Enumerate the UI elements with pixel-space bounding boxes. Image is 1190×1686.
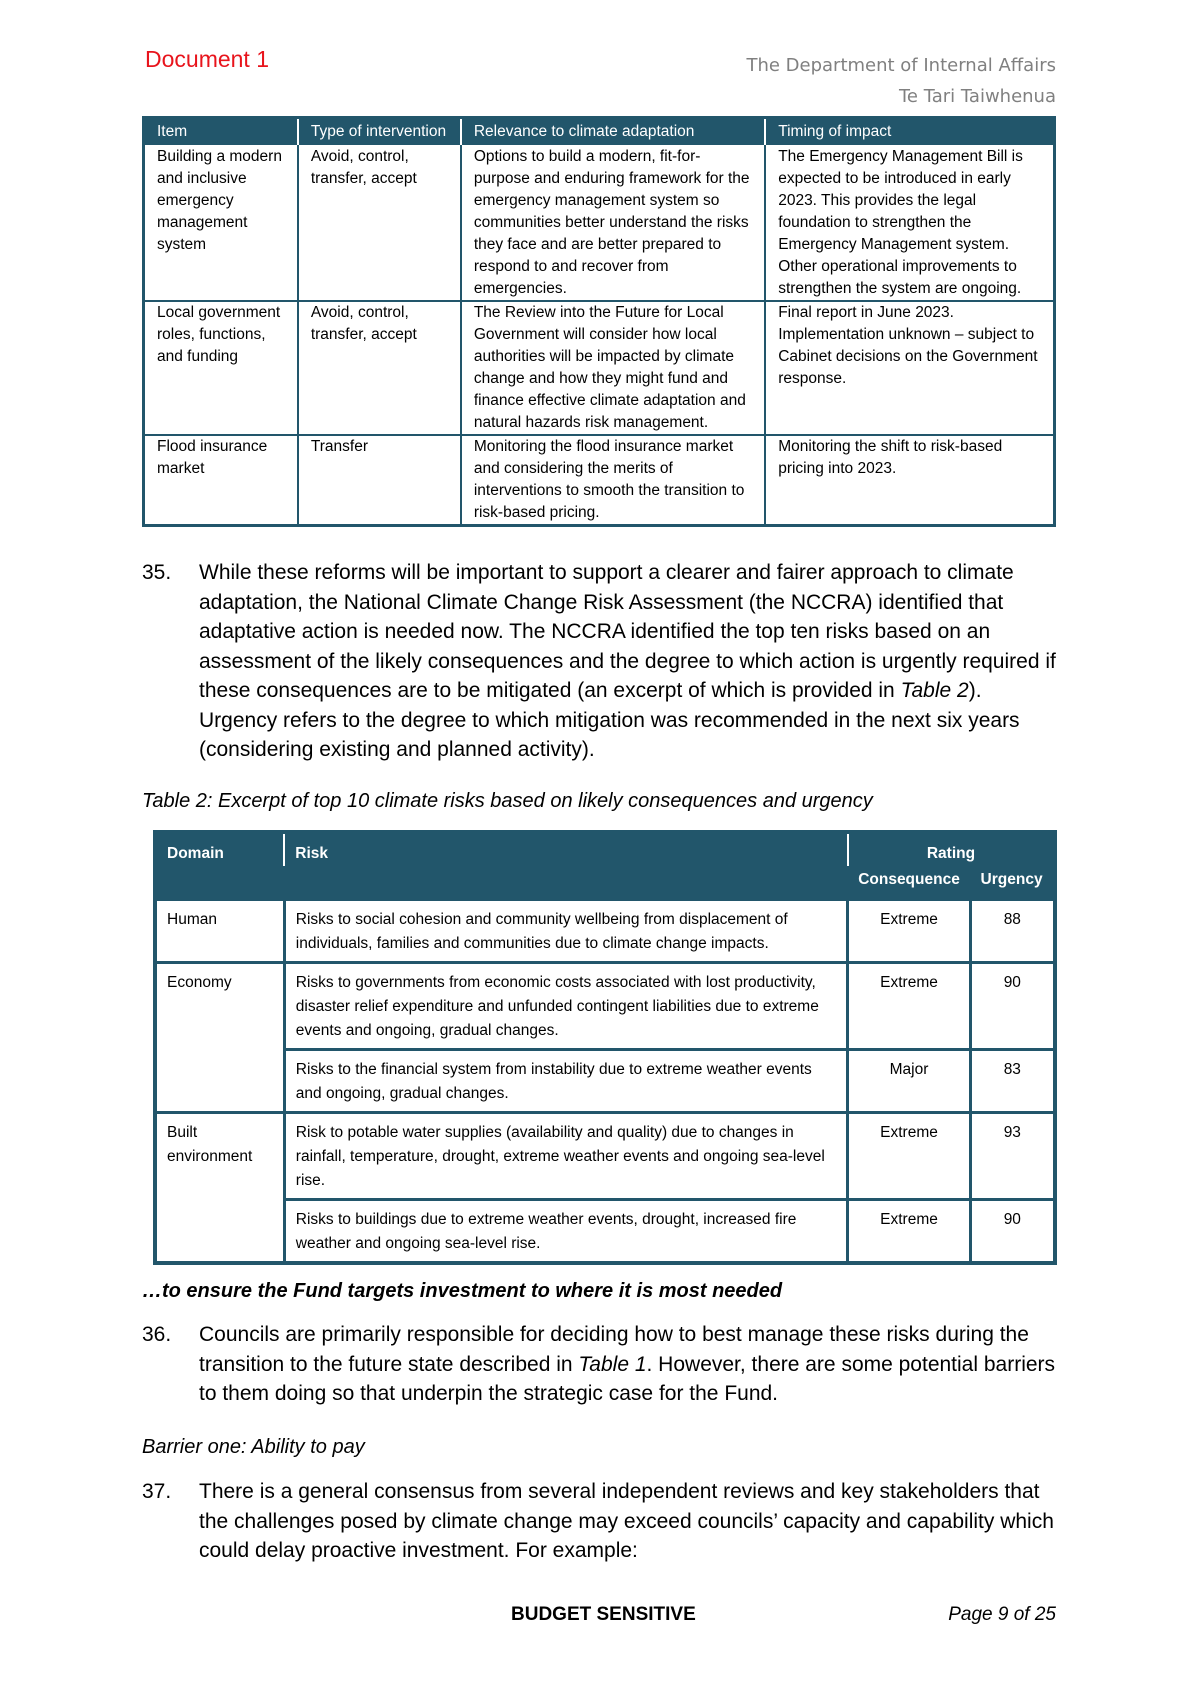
cell-domain: Built environment — [155, 1113, 284, 1264]
section-heading: …to ensure the Fund targets investment to where it is most needed — [142, 1280, 783, 1302]
paragraph-number: 37. — [142, 1480, 172, 1503]
table-row — [144, 144, 1055, 301]
header-spacer — [284, 866, 848, 900]
classification-footer: BUDGET SENSITIVE — [511, 1604, 696, 1625]
column-header-urgency: Urgency — [970, 866, 1055, 900]
cell-type: Transfer — [298, 435, 461, 526]
cell-timing: Final report in June 2023. Implementation unknown – subject to Cabinet decisions on the Government response. — [765, 301, 1054, 435]
document-label: Document 1 — [145, 46, 270, 72]
paragraph-number: 35. — [142, 561, 172, 584]
paragraph-37 — [142, 1477, 1062, 1566]
cell-consequence: Major — [848, 1050, 970, 1113]
text-run: While these reforms will be important to support a clearer and fairer approach to climate adaptation, the National Climate Change Risk Assessment (the NCCRA) identified that adaptative action is needed now. The NCCRA identified the top ten risks based on an assessment of the likely consequences and the degree to which action is urgently required if these consequences are to be mitigated (an excerpt of which is provided in — [199, 561, 1056, 702]
table-header-row — [155, 832, 1055, 866]
column-header-timing: Timing of impact — [765, 118, 1054, 145]
header-spacer — [155, 866, 284, 900]
department-name: The Department of Internal Affairs — [746, 55, 1056, 76]
table-reference: Table 1 — [578, 1352, 647, 1376]
table-row — [155, 1113, 1055, 1200]
paragraph-text — [199, 558, 1062, 765]
column-header-consequence: Consequence — [848, 866, 970, 900]
column-header-risk: Risk — [284, 832, 848, 866]
paragraph-36 — [142, 1320, 1062, 1409]
column-header-type: Type of intervention — [298, 118, 461, 145]
cell-timing: Monitoring the shift to risk-based pricing into 2023. — [765, 435, 1054, 526]
cell-risk: Risks to governments from economic costs associated with lost productivity, disaster relief expenditure and unfunded contingent liabilities due to extreme events and ongoing, gradual changes. — [284, 963, 848, 1050]
cell-domain: Economy — [155, 963, 284, 1113]
cell-risk: Risk to potable water supplies (availability and quality) due to changes in rainfall, temperature, drought, extreme weather events and ongoing sea-level rise. — [284, 1113, 848, 1200]
table-row — [155, 900, 1055, 963]
cell-type: Avoid, control, transfer, accept — [298, 301, 461, 435]
cell-consequence: Extreme — [848, 900, 970, 963]
table-row — [155, 1050, 1055, 1113]
cell-relevance: The Review into the Future for Local Government will consider how local authorities will be impacted by climate change and how they might fund and finance effective climate adaptation and natural hazards risk management. — [461, 301, 765, 435]
cell-urgency: 93 — [970, 1113, 1055, 1200]
text-run: ). Urgency refers to the degree to which mitigation was recommended in the next six years (considering existing and planned activity). — [199, 679, 1020, 761]
column-header-item: Item — [144, 118, 298, 145]
cell-urgency: 90 — [970, 963, 1055, 1050]
cell-risk: Risks to buildings due to extreme weather events, drought, increased fire weather and ongoing sea-level rise. — [284, 1200, 848, 1264]
paragraph-text: There is a general consensus from several independent reviews and key stakeholders that the challenges posed by climate change may exceed councils’ capacity and capability which could delay proactive investment. For example: — [199, 1480, 1054, 1562]
table-row — [155, 963, 1055, 1050]
interventions-table — [142, 116, 1056, 527]
column-header-rating: Rating — [848, 832, 1055, 866]
climate-risks-table — [153, 830, 1057, 1265]
barrier-heading: Barrier one: Ability to pay — [142, 1436, 365, 1458]
table-reference: Table 2 — [900, 679, 969, 702]
cell-timing: The Emergency Management Bill is expected to be introduced in early 2023. This provides the legal foundation to strengthen the Emergency Management system. Other operational improvements to strengthen the system are ongoing. — [765, 144, 1054, 301]
cell-item: Flood insurance market — [144, 435, 298, 526]
table-row — [144, 301, 1055, 435]
text-run: Councils are primarily responsible for deciding how to best manage these risks during the transition to the future state described in — [199, 1323, 1029, 1376]
cell-risk: Risks to the financial system from instability due to extreme weather events and ongoing, gradual changes. — [284, 1050, 848, 1113]
cell-consequence: Extreme — [848, 1113, 970, 1200]
table-subheader-row — [155, 866, 1055, 900]
department-header — [746, 50, 1056, 112]
text-run: . However, there are some potential barriers to them doing so that underpin the strategic case for the Fund. — [199, 1352, 1056, 1405]
table-row — [155, 1200, 1055, 1264]
paragraph-text — [199, 1320, 1062, 1409]
paragraph-number: 36. — [142, 1323, 172, 1346]
cell-urgency: 88 — [970, 900, 1055, 963]
column-header-domain: Domain — [155, 832, 284, 866]
cell-consequence: Extreme — [848, 963, 970, 1050]
cell-risk: Risks to social cohesion and community wellbeing from displacement of individuals, families and communities due to climate change impacts. — [284, 900, 848, 963]
cell-item: Building a modern and inclusive emergency management system — [144, 144, 298, 301]
column-header-relevance: Relevance to climate adaptation — [461, 118, 765, 145]
cell-consequence: Extreme — [848, 1200, 970, 1264]
cell-item: Local government roles, functions, and funding — [144, 301, 298, 435]
paragraph-35 — [142, 558, 1062, 765]
cell-urgency: 83 — [970, 1050, 1055, 1113]
table-row — [144, 435, 1055, 526]
page-number: Page 9 of 25 — [948, 1604, 1056, 1625]
cell-domain: Human — [155, 900, 284, 963]
table-header-row — [144, 118, 1055, 145]
cell-urgency: 90 — [970, 1200, 1055, 1264]
cell-relevance: Options to build a modern, fit-for-purpose and enduring framework for the emergency management system so communities better understand the risks they face and are better prepared to respond to and recover from emergencies. — [461, 144, 765, 301]
cell-type: Avoid, control, transfer, accept — [298, 144, 461, 301]
table2-caption: Table 2: Excerpt of top 10 climate risks based on likely consequences and urgency — [142, 790, 873, 812]
cell-relevance: Monitoring the flood insurance market and considering the merits of interventions to smooth the transition to risk-based pricing. — [461, 435, 765, 526]
department-maori-name: Te Tari Taiwhenua — [899, 86, 1056, 107]
